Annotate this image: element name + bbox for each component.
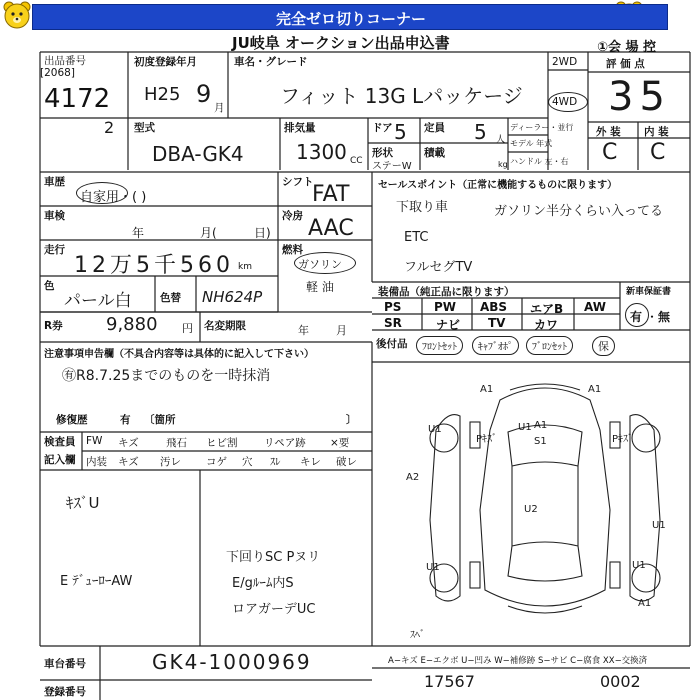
color-label: 色 [44, 280, 55, 292]
history: 自家用・( ) [80, 190, 147, 205]
equip-navi: ナビ [436, 318, 461, 332]
warranty-no: 無 [658, 310, 671, 324]
registration-label: 初度登録年月 [134, 56, 197, 68]
inspector-note-4: E/gﾙｰﾑ内S [232, 576, 294, 591]
handle-label: ハンドル 左・右 [510, 157, 569, 166]
fuel-label: 燃料 [282, 244, 303, 256]
diagram-mark: A2 [406, 472, 420, 483]
history-selection-circle [76, 182, 128, 204]
repair-location-label: 〔箇所 [144, 414, 176, 426]
fuel: ガソリン [298, 258, 342, 271]
inspector-row1-scratch: キズ [118, 437, 139, 449]
aftermarket-item-4: 保 [592, 336, 615, 356]
color-code: NH624P [202, 288, 263, 306]
load-label: 積載 [424, 147, 445, 159]
diagram-mark: U1 [518, 422, 532, 433]
diagram-mark: U1 [426, 562, 440, 573]
chassis-number: GK4-1000969 [152, 650, 312, 674]
color-change-label: 色替 [160, 292, 181, 304]
fuel-selection-circle [294, 252, 356, 274]
sales-point-1: 下取り車 [396, 200, 449, 215]
name-change-month: 月 [336, 324, 347, 337]
repair-history-value: 有 [120, 414, 131, 426]
inspection-day-unit: 日) [254, 226, 271, 240]
diagram-mark: S1 [534, 436, 547, 447]
mileage-unit: km [238, 262, 252, 272]
model-type-label: 型式 [134, 122, 155, 134]
inspector-row1-required: ×要 [330, 437, 350, 449]
diagram-mark: ｽﾍﾞ [410, 630, 425, 641]
diagram-mark: U1 [428, 424, 442, 435]
inspector-row2-hole: 穴 [242, 456, 253, 468]
doors-label: ドア [372, 122, 393, 134]
inspection-month-unit: 月( [200, 226, 217, 240]
drive-selection-circle [548, 92, 588, 112]
car-damage-diagram [400, 370, 690, 644]
equip-sr: SR [384, 316, 402, 330]
inspector-row1-repair: リペア跡 [264, 437, 306, 449]
diagram-mark: Pｷｽﾞ [612, 434, 634, 445]
inspector-row2-stain: 汚レ [160, 456, 181, 468]
registration-month-unit: 月 [214, 102, 225, 114]
inspector-row2-tear: 破レ [336, 456, 357, 468]
diagram-mark: U2 [524, 504, 538, 515]
aftermarket-label: 後付品 [376, 338, 408, 350]
equip-ps: PS [384, 300, 402, 314]
aftermarket-item-1: ﾌﾛﾝﾄｾｯﾄ [416, 336, 463, 355]
load-unit: kg [498, 160, 508, 169]
inspection-label: 車検 [44, 210, 65, 222]
doors: 5 [394, 120, 407, 144]
notes-label: 注意事項申告欄（不具合内容等は具体的に記入して下さい） [44, 349, 314, 360]
notes-text: ㊒R8.7.25までのものを一時抹消 [62, 368, 271, 384]
aftermarket-item-2: ｷｬﾌﾞｵﾎﾟ [472, 336, 519, 355]
ac: AAC [308, 216, 354, 241]
displacement-unit: CC [350, 156, 363, 166]
diagram-mark: U1 [652, 520, 666, 531]
inspector-label: 検査員 [44, 436, 76, 448]
exhibit-number-sub: 2 [104, 118, 115, 137]
auction-sheet: 完全ゼロ切りコーナー JU岐阜 オークション出品申込書 ①会 場 控 出品番号 [2068] 4172 2 初度登録年月 H25 9 月 車名・グレード フィット 13G Lパッケージ 2WD 4WD 評 価 点 35 外 装 内 装 C C 型式 DBA-GK4 排気量 1300 CC ドア 5 定員 5 人 形状 ステーW 積載 kg ディーラー・並行 モデル 年式 ハンドル 左・右 車歴 自家用・( ) 車検 年 月( 日) 走行 12万5千560 km 色 パール白 色替 NH624P シフト FAT 冷房 AAC 燃料 ガソリン 軽 油 セールスポイント（正常に機能するものに限ります） 下取り車 ガソリン半分くらい入ってる ETC フルセグTV 装備品（純正品に限ります） 新車保証書 PS PW ABS エアB AW SR ナビ TV カワ 有 ・ 無 後付品 ﾌﾛﾝﾄｾｯﾄ ｷｬﾌﾞｵﾎﾟ ﾌﾞﾛﾝｾｯﾄ 保 R券 9,880 円 名変期限 年 月 注意事項申告欄（不具合内容等は具体的に記入して下さい） ㊒R8.7.25までのものを一時抹消 修復歴 有 〔箇所 〕 検査員 記入欄 FW キズ 飛石 ヒビ割 リペア跡 ×要 内装 キズ 汚レ コゲ 穴 ｽﾚ キレ 破レ ｷｽﾞU 下回りSC Pヌリ E ﾃﾞｭｰﾛｰAW E/gﾙｰﾑ内S ロアガーデUC A1 A1 U1 A1 S1 Pｷｽﾞ Pｷｽﾞ U1 A2 U2 U1 U1 U1 A1 ｽﾍﾞ 車台番号 GK4-1000969 登録番号 A−キズ E−エクボ U−凹み W−補修跡 S−サビ C−腐食 XX−交換済 17567 0002 [0, 0, 700, 700]
car-name: フィット 13G Lパッケージ [280, 84, 523, 108]
fuel-alt: 軽 油 [306, 280, 334, 294]
footer-number-1: 17567 [424, 672, 475, 691]
diagram-mark: A1 [638, 598, 652, 609]
venue-copy-label: ①会 場 控 [597, 40, 657, 55]
diagram-mark: A1 [534, 420, 548, 431]
recycle-label: R券 [44, 320, 63, 332]
inspection-year-unit: 年 [132, 226, 145, 240]
equipment-label: 装備品（純正品に限ります） [378, 286, 515, 298]
dealer-label: ディーラー・並行 [510, 123, 574, 132]
banner-title: 完全ゼロ切りコーナー [275, 10, 426, 28]
exhibit-number-code: [2068] [40, 67, 75, 79]
diagram-mark: A1 [588, 384, 602, 395]
inspector-note-3: E ﾃﾞｭｰﾛｰAW [60, 574, 133, 589]
sales-points-label: セールスポイント（正常に機能するものに限ります） [378, 180, 618, 191]
shape: ステーW [372, 161, 412, 172]
diagram-mark: U1 [632, 560, 646, 571]
rating-label: 評 価 点 [606, 58, 645, 70]
inspector-row2-interior: 内装 [86, 456, 107, 468]
interior-label: 内 装 [644, 126, 669, 138]
name-change-label: 名変期限 [204, 320, 246, 332]
inspector-note-2: 下回りSC Pヌリ [226, 550, 321, 565]
exhibit-number-label: 出品番号 [44, 55, 86, 67]
drive-4wd: 4WD [552, 96, 578, 108]
inspector-row1-chip: 飛石 [166, 437, 187, 449]
mileage-label: 走行 [44, 244, 65, 256]
registration-number-label: 登録番号 [44, 686, 86, 698]
rating-score: 35 [608, 74, 671, 120]
inspector-row1-fw: FW [86, 435, 103, 447]
history-label: 車歴 [44, 176, 65, 188]
shift: FAT [312, 182, 350, 207]
sales-point-4: フルセグTV [404, 260, 473, 275]
car-name-label: 車名・グレード [234, 56, 308, 68]
recycle-unit: 円 [182, 322, 193, 335]
inspector-row2-burn: コゲ [206, 456, 227, 468]
name-change-year: 年 [298, 324, 309, 337]
model-type: DBA-GK4 [152, 142, 244, 166]
equip-aw: AW [584, 300, 606, 314]
equip-tv: TV [488, 316, 506, 330]
drive-2wd: 2WD [552, 56, 578, 68]
equip-pw: PW [434, 300, 457, 314]
displacement: 1300 [296, 140, 347, 164]
repair-location-close: 〕 [346, 414, 357, 426]
registration-month: 9 [196, 80, 212, 108]
inspector-note-1: ｷｽﾞU [66, 494, 100, 512]
capacity-unit: 人 [496, 135, 506, 145]
registration-era: H25 [144, 84, 181, 105]
exterior-label: 外 装 [596, 126, 621, 138]
exterior-grade: C [602, 140, 618, 165]
equip-abs: ABS [480, 300, 508, 314]
shift-label: シフト [282, 176, 314, 188]
capacity-label: 定員 [424, 122, 445, 134]
new-car-warranty-label: 新車保証書 [626, 287, 672, 297]
diagram-mark: A1 [480, 384, 494, 395]
inspector-note-5: ロアガーデUC [232, 602, 316, 617]
inspector-entry-label: 記入欄 [44, 454, 76, 466]
warranty-yes: 有 [630, 310, 643, 324]
exhibit-number: 4172 [44, 84, 111, 114]
damage-legend: A−キズ E−エクボ U−凹み W−補修跡 S−サビ C−腐食 XX−交換済 [388, 656, 648, 666]
chassis-number-label: 車台番号 [44, 658, 86, 670]
inspector-row2-scratch: キズ [118, 456, 139, 468]
aftermarket-item-3: ﾌﾞﾛﾝｾｯﾄ [526, 336, 573, 355]
form-title: JU岐阜 オークション出品申込書 [232, 34, 450, 52]
inspector-row2-wear: ｽﾚ [270, 456, 281, 468]
equip-airbag: エアB [530, 302, 564, 316]
sales-point-2: ガソリン半分くらい入ってる [494, 204, 664, 219]
diagram-mark: Pｷｽﾞ [476, 434, 498, 445]
sales-point-3: ETC [404, 230, 429, 245]
footer-number-2: 0002 [600, 672, 641, 691]
equip-leather: カワ [534, 318, 559, 332]
inspector-row2-cut: キレ [300, 456, 321, 468]
interior-grade: C [650, 140, 666, 165]
shape-label: 形状 [372, 147, 393, 159]
warranty-selection-circle [625, 303, 649, 327]
repair-history-label: 修復歴 [56, 414, 88, 426]
capacity: 5 [474, 120, 487, 144]
mileage: 12万5千560 [74, 253, 234, 278]
inspector-row1-crack: ヒビ割 [206, 437, 238, 449]
recycle-fee: 9,880 [106, 314, 158, 335]
displacement-label: 排気量 [284, 122, 316, 134]
ac-label: 冷房 [282, 210, 303, 222]
model-year-label: モデル 年式 [510, 139, 553, 148]
color: パール白 [64, 291, 132, 311]
